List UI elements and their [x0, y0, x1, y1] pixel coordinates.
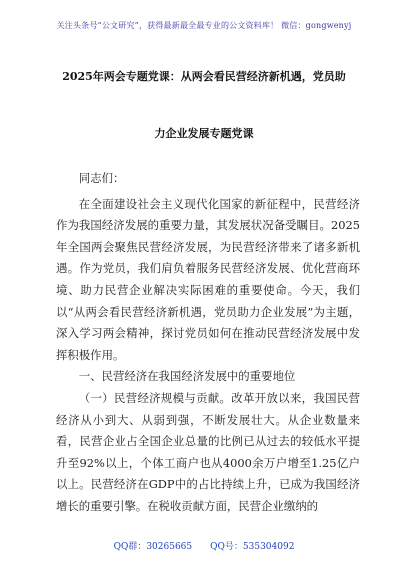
paragraph-intro: 在全面建设社会主义现代化国家的新征程中，民营经济作为我国经济发展的重要力量，其发展状况备受瞩目。2025年全国两会聚焦民营经济发展，为民营经济带来了诸多新机遇。作为党员，我们肩负着服务民营经济发展、优化营商环境、助力民营企业解决实际困难的重要使命。今天，我们以“从两会看民营经济新机遇，党员助力企业发展”为主题，深入学习两会精神，探讨党员如何在推动民营经济发展中发挥积极作用。: [56, 196, 360, 362]
footer-contact: [0, 539, 408, 552]
document-body: [56, 168, 360, 518]
section-heading-1: 一、民营经济在我国经济发展中的重要地位: [78, 369, 296, 384]
footer-qq-number: QQ号：535304092: [210, 542, 295, 552]
document-title-line-1: 2025年两会专题党课：从两会看民营经济新机遇，党员助: [62, 70, 346, 83]
document-title-line-2: 力企业发展专题党课: [154, 127, 254, 140]
footer-qq-group: QQ群：30265665: [113, 542, 193, 552]
paragraph-scale-contribution: （一）民营经济规模与贡献。改革开放以来，我国民营经济从小到大、从弱到强，不断发展壮大。从企业数量来看，民营企业占全国企业总量的比例已从过去的较低水平提升至92%以上，个体工商户也从4000余万户增至1.25亿户以上。民营经济在GDP中的占比持续上升，已成为我国经济增长的重要引擎。在税收贡献方面，民营企业缴纳的: [56, 390, 360, 513]
header-note: 关注头条号“公文研究”，获得最新最全最专业的公文资料库！ 微信：gongwenyj: [56, 21, 352, 30]
greeting: 同志们：: [78, 171, 125, 185]
